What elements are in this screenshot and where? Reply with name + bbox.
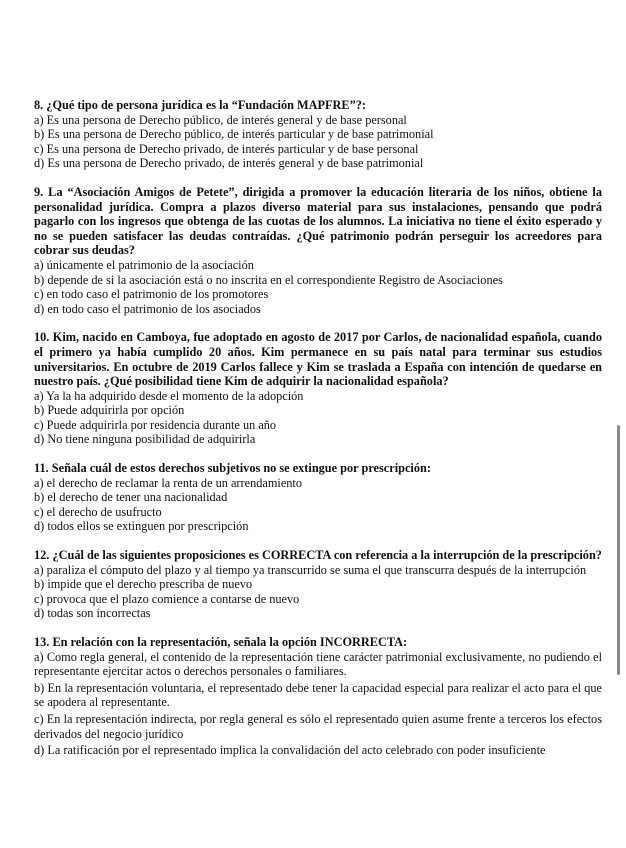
document-page <box>34 98 602 772</box>
option-a: a) Es una persona de Derecho público, de interés general y de base personal <box>34 112 407 127</box>
option-d: d) No tiene ninguna posibilidad de adquirirla <box>34 432 256 447</box>
option-b: b) En la representación voluntaria, el representado debe tener la capacidad especial para realizar el acto para el que se apodera al representante. <box>34 680 602 710</box>
question-text: 8. ¿Qué tipo de persona jurídica es la “Fundación MAPFRE”?: <box>34 98 367 112</box>
option-b: b) impide que el derecho prescriba de nuevo <box>34 577 253 592</box>
question-text: 10. Kim, nacido en Camboya, fue adoptado en agosto de 2017 por Carlos, de nacionalidad española, cuando el primero ya había cumplido 20 años. Kim permanece en su país natal para terminar sus estudios universitarios. En octubre de 2019 Carlos fallece y Kim se traslada a España con intención de quedarse en nuestro país. ¿Qué posibilidad tiene Kim de adquirir la nacionalidad española? <box>34 330 602 389</box>
option-c: c) Es una persona de Derecho privado, de interés particular y de base personal <box>34 141 419 156</box>
question-8 <box>34 98 602 171</box>
option-d: d) todas son incorrectas <box>34 606 151 621</box>
option-b: b) Es una persona de Derecho público, de interés particular y de base patrimonial <box>34 127 434 142</box>
option-a: a) el derecho de reclamar la renta de un arrendamiento <box>34 475 302 490</box>
option-d: d) Es una persona de Derecho privado, de interés general y de base patrimonial <box>34 156 424 171</box>
question-11 <box>34 461 602 534</box>
option-d: d) La ratificación por el representado implica la convalidación del acto celebrado con poder insuficiente <box>34 743 546 758</box>
option-b: b) depende de si la asociación está o no inscrita en el correspondiente Registro de Asociaciones <box>34 272 503 287</box>
option-a: a) únicamente el patrimonio de la asociación <box>34 257 254 272</box>
question-10 <box>34 330 602 447</box>
option-b: b) Puede adquirirla por opción <box>34 403 185 418</box>
option-a: a) Como regla general, el contenido de la representación tiene carácter patrimonial exclusivamente, no pudiendo el representante ejercitar actos o derechos personales o familiares. <box>34 649 602 679</box>
vertical-scrollbar[interactable] <box>617 425 620 675</box>
question-text: 9. La “Asociación Amigos de Petete”, dirigida a promover la educación literaria de los niños, obtiene la personalidad jurídica. Compra a plazos diverso material para sus instalaciones, pensando que podrá pagarlo con los ingresos que obtenga de las cuotas de los alumnos. La iniciativa no tiene el éxito esperado y no se pueden satisfacer las deudas contraídas. ¿Qué patrimonio podrán perseguir los acreedores para cobrar sus deudas? <box>34 184 602 258</box>
question-text: 11. Señala cuál de estos derechos subjetivos no se extingue por prescripción: <box>34 461 431 476</box>
option-b: b) el derecho de tener una nacionalidad <box>34 490 228 505</box>
question-text: 13. En relación con la representación, señala la opción INCORRECTA: <box>34 635 408 649</box>
option-c: c) Puede adquirirla por residencia durante un año <box>34 417 277 432</box>
option-c: c) el derecho de usufructo <box>34 504 162 519</box>
option-c: c) en todo caso el patrimonio de los promotores <box>34 287 269 302</box>
option-d: d) todos ellos se extinguen por prescripción <box>34 519 249 534</box>
question-12 <box>34 548 602 621</box>
option-c: c) provoca que el plazo comience a contarse de nuevo <box>34 591 300 606</box>
option-c: c) En la representación indirecta, por regla general es sólo el representado quien asume frente a terceros los efectos derivados del negocio jurídico <box>34 711 602 741</box>
question-13 <box>34 635 602 758</box>
question-9 <box>34 185 602 316</box>
option-d: d) en todo caso el patrimonio de los asociados <box>34 301 261 316</box>
option-a: a) paraliza el cómputo del plazo y al tiempo ya transcurrido se suma el que transcurra después de la interrupción <box>34 562 587 577</box>
question-text: 12. ¿Cuál de las siguientes proposiciones es CORRECTA con referencia a la interrupción de la prescripción? <box>34 548 602 563</box>
option-a: a) Ya la ha adquirido desde el momento de la adopción <box>34 388 304 403</box>
